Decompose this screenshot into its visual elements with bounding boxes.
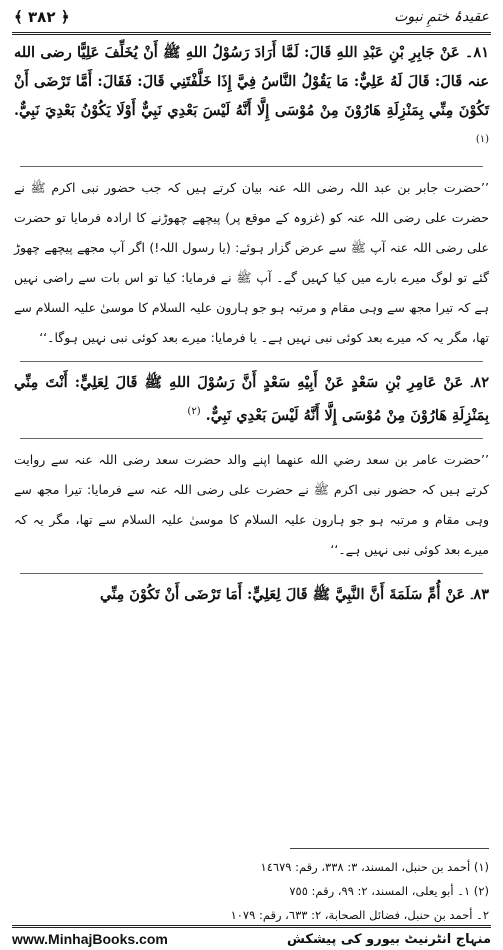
page-number: ﴿ ۳۸۲ ﴾: [14, 8, 70, 26]
footnotes: [14, 855, 489, 927]
footnote-divider: [290, 848, 489, 849]
footnote-reference[interactable]: (١): [475, 134, 489, 145]
footnote-1: (١) أحمد بن حنبل، المسند، ٣: ٣٣٨، رقم: ١٤٦٧٩: [260, 860, 489, 874]
website-link[interactable]: www.MinhajBooks.com: [12, 931, 168, 947]
footnote-2a: (٢) ١۔ أبو يعلى، المسند، ٢: ٩٩، رقم: ٧٥٥: [289, 884, 489, 898]
hadith-number: ٨١۔: [464, 44, 489, 61]
hadith-82-translation: ’’حضرت عامر بن سعد رضي الله عنهما اپنے والد حضرت سعد رضی اللہ عنہ سے روایت کرتے ہیں کہ حضور نبی اکرم ﷺ نے حضرت علی رضی اللہ عنہ سے فرمایا: تیرا مجھ سے وہی مقام و مرتبہ ہو جو ہارون علیہ السلام کا موسیٰ علیہ السلام سے تھا، مگر یہ کہ میرے بعد کوئی نبی نہیں ہے۔‘‘: [14, 451, 489, 557]
page-footer: [12, 930, 491, 948]
page-header: [14, 6, 489, 28]
section-divider: [20, 361, 483, 362]
publisher-credit: منہاج انٹرنیٹ بیورو کی پیشکش: [287, 931, 491, 947]
footnote-2b: ٢۔ أحمد بن حنبل، فضائل الصحابة، ٢: ٦٣٣، رقم: ١٠٧٩: [230, 908, 489, 922]
hadith-82-arabic: [14, 368, 489, 430]
page-body: [14, 38, 489, 609]
hadith-83-arabic: [14, 580, 489, 609]
hadith-81-translation: ’’حضرت جابر بن عبد اللہ رضی اللہ عنہ بیان کرتے ہیں کہ جب حضور نبی اکرم ﷺ نے حضرت علی رضی اللہ عنہ کو (غزوہ کے موقع پر) پیچھے چھوڑنے کا ارادہ فرمایا تو حضرت علی رضی اللہ عنہ آپ ﷺ سے عرض گزار ہوئے: (یا رسول اللہ!) اگر آپ مجھے پیچھے چھوڑ گئے تو لوگ میرے بارے میں کیا کہیں گے۔ آپ ﷺ نے فرمایا: کیا تو اس بات سے راضی نہیں ہے کہ تیرا مجھ سے وہی مقام و مرتبہ ہو جو ہارون علیہ السلام کا موسیٰ علیہ السلام سے تھا، مگر یہ کہ میرے بعد کوئی نبی نہیں ہے۔ یا فرمایا: میرے بعد کوئی نبی نہیں ہوگا۔‘‘: [14, 179, 489, 345]
hadith-number: ٨٢۔: [470, 373, 489, 391]
section-divider: [20, 573, 483, 574]
hadith-81-arabic: [14, 38, 489, 158]
section-divider: [20, 166, 483, 167]
section-divider: [20, 438, 483, 439]
footnote-reference[interactable]: (٢): [187, 405, 201, 417]
hadith-text: عَنْ جَابِرِ بْنِ عَبْدِ اللهِ قَالَ: لَمَّا أَرَادَ رَسُوْلُ اللهِ ﷺ أَنْ يُخَلِّفَ عَلِيًّا رضی الله عنہ قَالَ: قَالَ لَهُ عَلِيٌّ: مَا يَقُوْلُ النَّاسُ فِيَّ إِذَا خَلَّفْتَنِي قَالَ: فَقَالَ: أَمَّا تَرْضَى أَنْ تَكُوْنَ مِنِّي بِمَنْزِلَةِ هَارُوْنَ مِنْ مُوْسَى إِلَّا أَنَّهُ لَيْسَ بَعْدِي نَبِيٌّ أَوْلَا يَكُوْنُ بَعْدِيَ نَبِيٌّ.: [14, 44, 489, 119]
running-title: عقیدۂ ختمِ نبوت: [394, 9, 489, 25]
hadith-text: عَنْ عَامِرِ بْنِ سَعْدٍ عَنْ أَبِيْهِ سَعْدٍ أَنَّ رَسُوْلَ اللهِ ﷺ قَالَ لِعَلِيٍّ: أَنْتَ مِنِّي بِمَنْزِلَةِ هَارُوْنَ مِنْ مُوْسَى إِلَّا أَنَّهُ لَيْسَ بَعْدِي نَبِيٌّ.: [14, 373, 489, 424]
hadith-number: ٨٣۔: [470, 585, 489, 603]
hadith-text: عَنْ أُمِّ سَلَمَةَ أَنَّ النَّبِيَّ ﷺ قَالَ لِعَلِيٍّ: أَمَا تَرْضَى أَنْ تَكُوْنَ مِنِّي: [100, 585, 466, 603]
footer-rule: [12, 925, 491, 928]
